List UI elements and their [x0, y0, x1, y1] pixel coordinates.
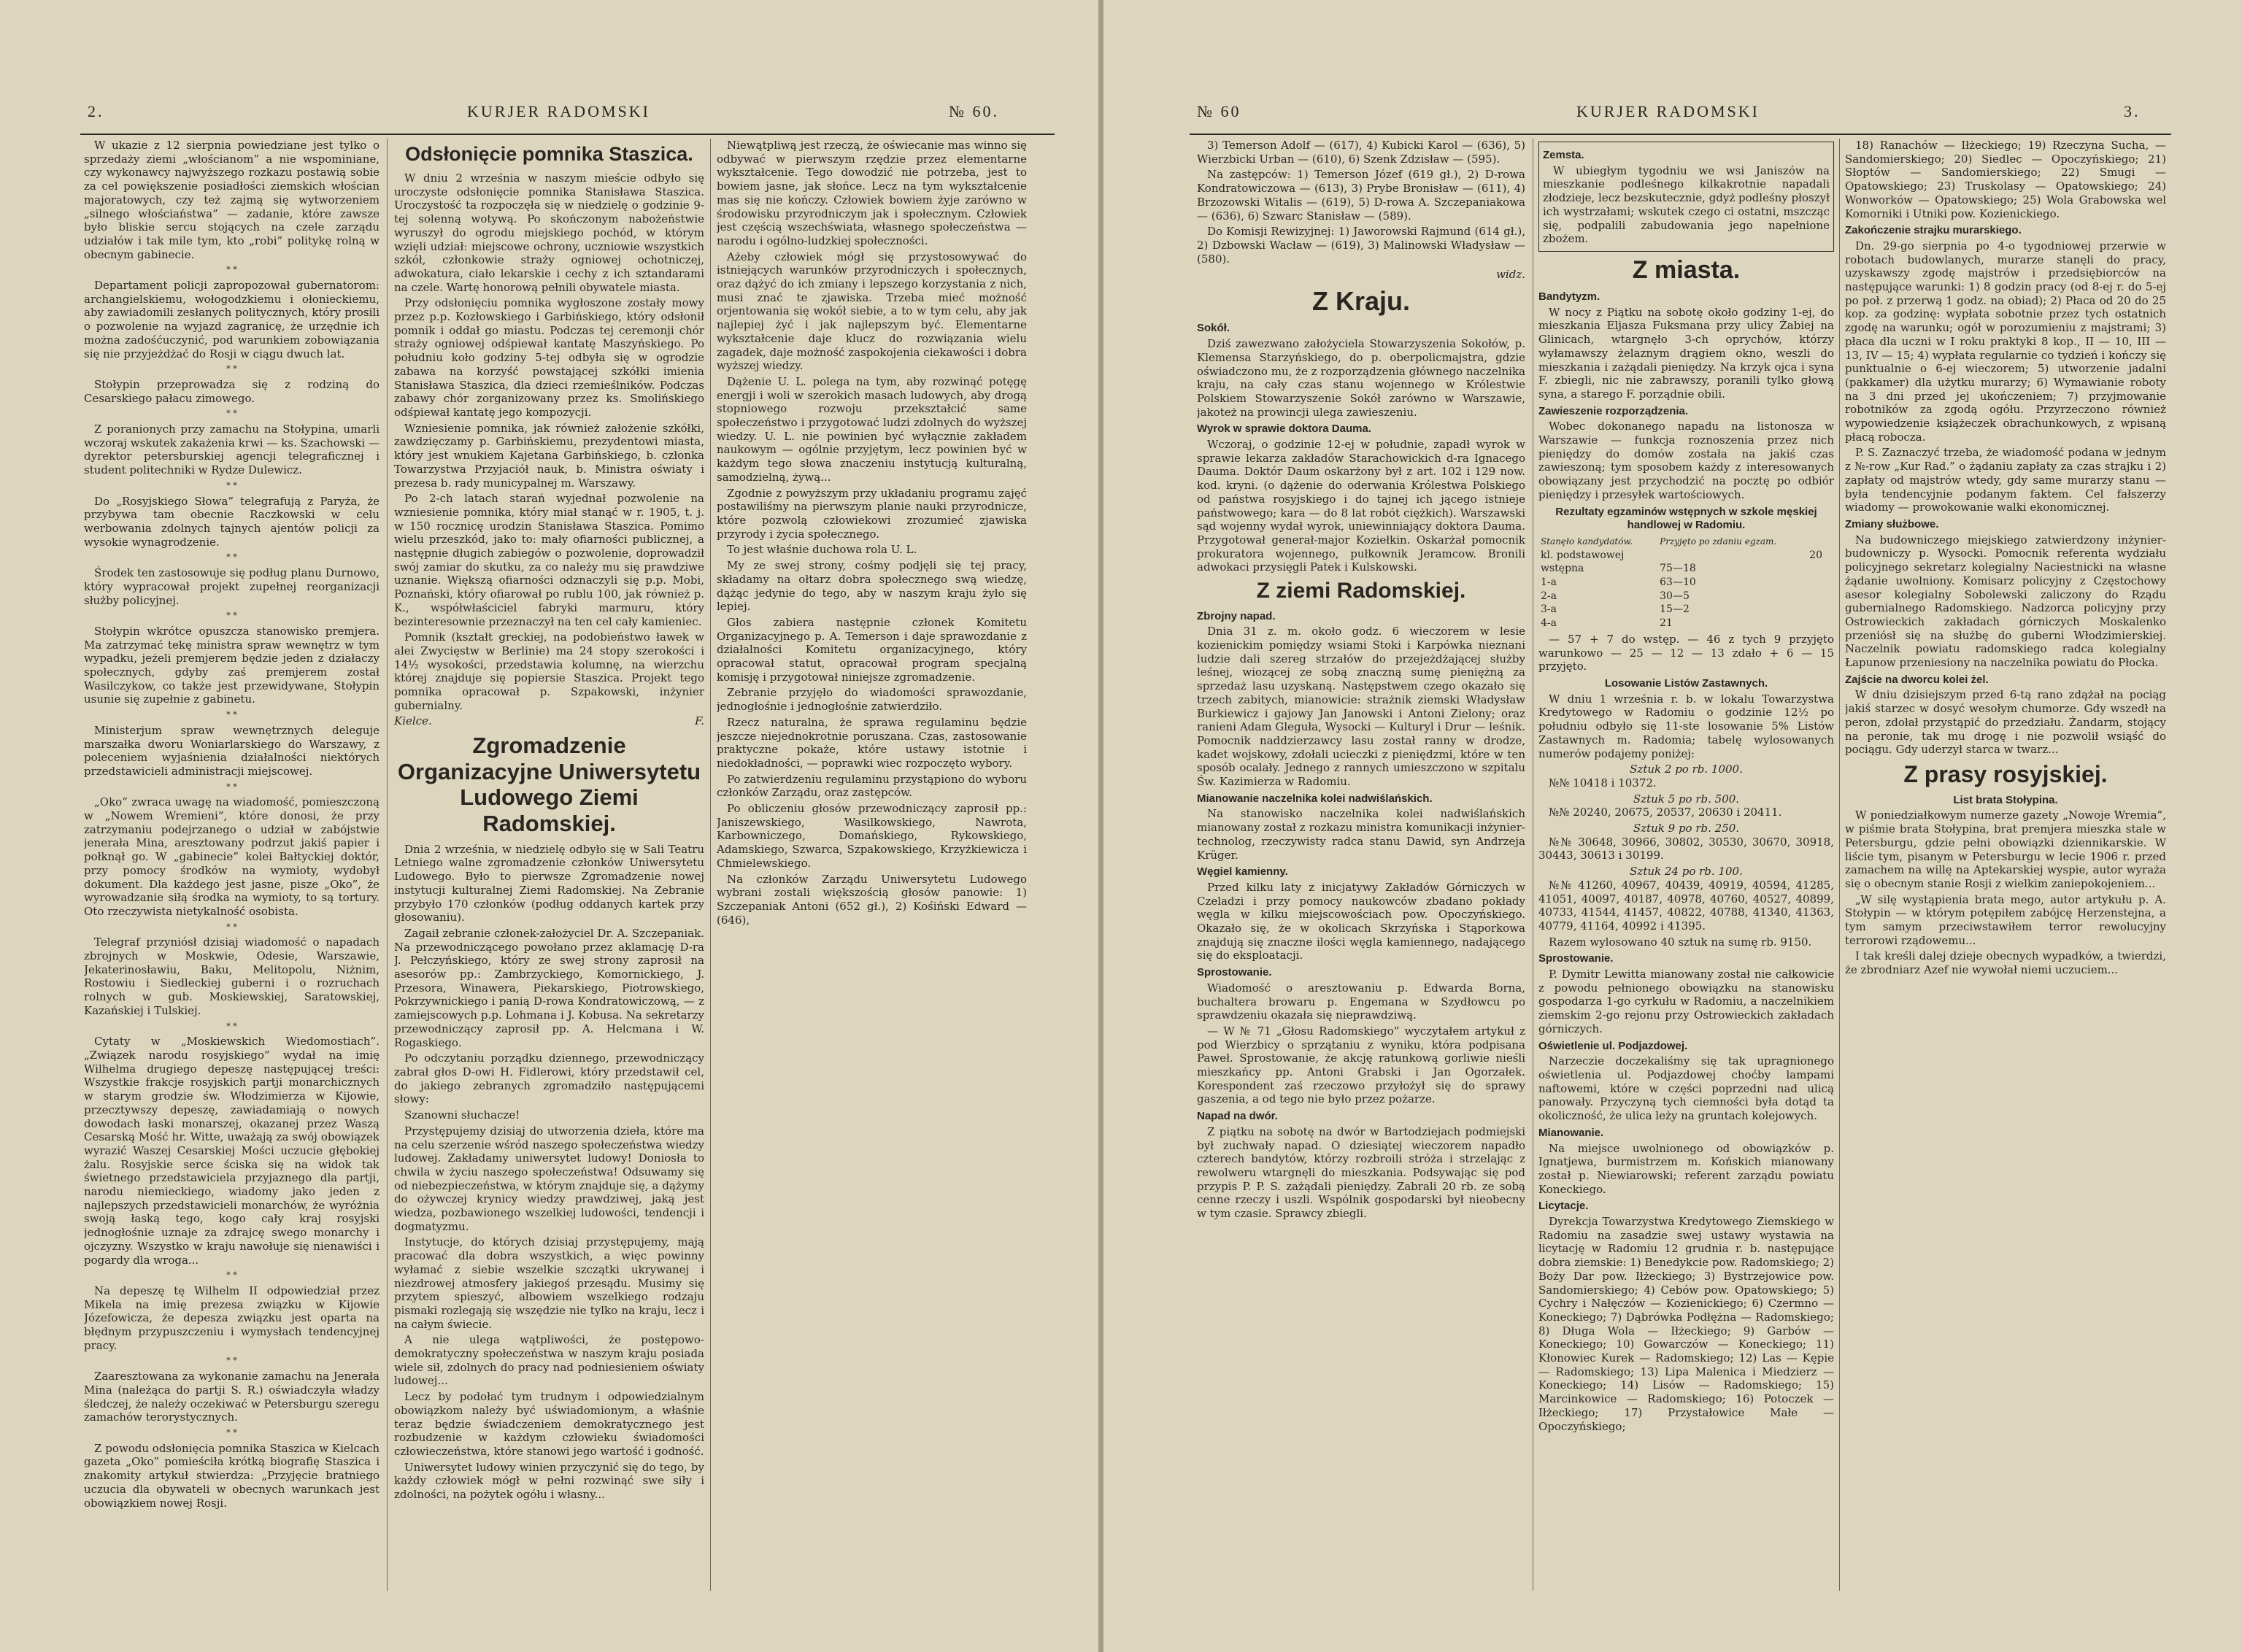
glos-radomskiego-note: — W № 71 „Głosu Radomskiego” wyczytałem artykuł z pod Wierzbicy o sprzątaniu z wyniku, która podpisana Paweł. Sprostowanie, że akcję ratunkową gorliwie nieśli mieszkańcy pp. Antoni Grabski i Jan Ogorzałek. Korespondent zaś rzeczowo przyłożył się do sprawy gaszenia, a od tego nie było przez pożarze.	[1197, 1024, 1525, 1106]
separator-asterisks: * *	[226, 364, 237, 374]
ziemi-item-subhead: Mianowanie naczelnika kolei nadwiślańskich.	[1197, 792, 1433, 805]
left-issue-number: № 60.	[949, 102, 999, 120]
kraj-item-subhead: Sokół.	[1197, 322, 1230, 335]
exam-cell: wstępna	[1541, 563, 1584, 575]
uniwersytet-paragraph: Zagaił zebranie członek-założyciel Dr. A. Szczepaniak. Na przewodniczącego powołano przez aklamację D-ra J. Pełczyńskiego, który ze swej strony zaprosił na asesorów pp.: Zambrzyckiego, Komornickiego, J. Przesora, Winawera, Piekarskiego, Piotrowskiego, Pokrzywnickiego i panią D-rowa Kondratowiczową, — z zamiejscowych p.p. Lohmana i J. Kobusa. Na sekretarzy przewodniczący zaprosił pp. A. Helcmana i W. Rogaskiego.	[394, 926, 704, 1049]
losowanie-total: Razem wylosowano 40 sztuk na sumę rb. 9150.	[1549, 935, 1812, 949]
signature-f: F.	[695, 714, 704, 728]
exam-cell: 3-a	[1541, 603, 1557, 616]
staszic-paragraph: Wzniesienie pomnika, jak również założenie szkółki, zawdzięczamy p. Garbińskiemu, prezydentowi miasta, który jest wnukiem Kajetana Garbińskiego, b. członka Towarzystwa Przyjaciół nauk, b. Ministra oświaty i prezesa b. rady municypalnej m. Warszawy.	[394, 421, 704, 490]
left-header-rule	[80, 134, 1055, 135]
kraj-item-text: Dziś zawezwano założyciela Stowarzyszenia Sokołów, p. Klemensa Starzyńskiego, do p. oberpolicmajstra, gdzie oświadczono mu, że z rozporządzenia głównego naczelnika kraju, na cały czas stanu wojennego w Królestwie Polskiem Stowarzyszenie Sokół zarówno w Warszawie, jakoteż na prowincji ulega zawieszeniu.	[1197, 337, 1525, 419]
separator-asterisks: * *	[226, 1356, 237, 1366]
uniwersytet-continued-paragraph: Rzecz naturalna, że sprawa regulaminu będzie jeszcze niejednokrotnie poruszana. Czas, zastosowanie praktyczne pokaże, które ustawy istotnie i niedokładności, — poprawki wiec rozpoczęto wybory.	[717, 715, 1027, 770]
local-news-item-subhead: Oświetlenie ul. Podjazdowej.	[1538, 1039, 1688, 1052]
separator-asterisks: * *	[226, 1427, 237, 1437]
right-issue-number: № 60	[1197, 102, 1241, 120]
news-paragraph: Stołypin przeprowadza się z rodziną do Cesarskiego pałacu zimowego.	[84, 377, 380, 405]
ziemi-item-subhead: Zbrojny napad.	[1197, 609, 1276, 622]
separator-asterisks: * *	[226, 552, 237, 563]
local-news-item-subhead: Sprostowanie.	[1538, 952, 1614, 965]
exam-cell	[1829, 576, 1834, 590]
right-column-1	[1197, 139, 1525, 1591]
exam-cell	[1807, 603, 1828, 617]
news-paragraph: Z poranionych przy zamachu na Stołypina, umarli wczoraj wskutek zakażenia krwi — ks. Szachowski — dyrektor petersburskiej agencji telegraficznej i student politechniki w Rydze Dulewicz.	[84, 422, 380, 477]
uniwersytet-continued-paragraph: Niewątpliwą jest rzeczą, że oświecanie mas winno się odbywać w pierwszym rzędzie przez elementarne wykształcenie. Tego dowodzić nie potrzeba, jest to bowiem jasne, jak słońce. Lecz na tym wykształcenie mas się nie kończy. Człowiek bowiem żyje zarówno w środowisku przyrodniczym jak i społecznym. Człowiek jest częścią wszechświata, własnego społeczeństwa — narodu i ogólno-ludzkiej społeczności.	[717, 139, 1027, 247]
section-title-z-kraju: Z Kraju.	[1311, 286, 1410, 317]
miasta-item-subhead: Zawieszenie rozporządzenia.	[1538, 404, 1689, 417]
uniwersytet-paragraph: Szanowni słuchacze!	[404, 1108, 520, 1122]
lottery-numbers: №№ 10418 i 10372.	[1549, 776, 1657, 790]
zemsta-text: W ubiegłym tygodniu we wsi Janiszów na mieszkanie podleśnego kilkakrotnie napadali złodzieje, lecz bezskutecznie, gdyż podleśny płoszył ich wystrzałami; wskutek czego ci ostatni, mszcząc się, podpalili zabudowania jego napełnione zbożem.	[1543, 163, 1830, 246]
local-news-item-text: Dyrekcja Towarzystwa Kredytowego Ziemskiego w Radomiu na zasadzie swej ustawy wystawia na licytację w Radomiu 12 grudnia r. b. następujące dobra ziemskie: 1) Benedykcie pow. Radomskiego; 2) Boży Dar pow. Iłżeckiego; 3) Bystrzejowice pow. Sandomierskiego; 4) Cebów pow. Opatowskiego; 5) Cychry i Nałęczów — Kozienickiego; 6) Czermno — Koneckiego; 7) Dąbrówka Podłężna — Radomskiego; 8) Długa Wola — Iłżeckiego; 9) Garbów — Koneckiego; 10) Gowarczów — Koneckiego; 11) Kłonowiec Kurek — Radomskiego; 12) Las — Kępie — Radomskiego; 13) Lipa Malenica i Miedzierz — Koneckiego; 14) Lisów — Radomskiego; 15) Marcinkowice — Radomskiego; 16) Potoczek — Iłżeckiego; 17) Przystałowice Małe — Opoczyńskiego;	[1538, 1215, 1834, 1433]
separator-asterisks: * *	[226, 611, 237, 621]
local-news-item-text: Na budowniczego miejskiego zatwierdzony inżynier-budowniczy p. Wysocki. Pomocnik referenta wydziału policyjnego sekretarz kolegialny Naciestnicki na własne żądanie uwolniony. Komisarz policyjny z Częstochowy asesor kolegialny Sobolewski zaliczony do Rządu gubernialnego Radomskiego. Nadzorca policyjny przy Ostrowieckich zakładach górniczych Moskalenko przeniósł się na służbę do guberni Włodzimierskiej. Naczelnik powiatu radomskiego radca kolegialny Łapunow przeniesiony na naczelnika powiatu do Płocka.	[1845, 533, 2166, 670]
staszic-paragraph: Po 2-ch latach starań wyjednał pozwolenie na wzniesienie pomnika, który miał stanąć w r. 1905, t. j. w 150 rocznicę urodzin Stanisława Staszica. Pomimo wielu przeszkód, jako to: mały ofiarności publicznej, a następnie długich zabiegów o pozwolenie, doprowadził swój zamiar do skutku, za co należy mu się prawdziwe uznanie. Większą ofiarności odznaczyli się p.p. Mobi, Poznański, który ofiarował po rublu 100, jak również p. K., współwłaściciel fabryki marmuru, który bezinteresownie przeznaczył na ten cel cały kamieniec.	[394, 492, 704, 628]
left-header	[88, 102, 1036, 131]
ziemi-item-subhead: Sprostowanie.	[1197, 966, 1272, 979]
right-column-3	[1845, 139, 2166, 1591]
exam-row	[1538, 617, 1834, 630]
local-news-item-subhead: Zajście na dworcu kolei żel.	[1845, 673, 1989, 686]
signature-widz: widz.	[1496, 268, 1525, 282]
exam-col-header-2: Przyjęto po zdaniu egzam.	[1660, 536, 1777, 547]
news-paragraph: W ukazie z 12 sierpnia powiedziane jest tylko o sprzedaży ziemi „włościanom” a nie wspominiane, czy wykonawcy najwyższego rozkazu postawią sobie za cel powiększenie posiadłości ziemskich włościan majoratowych, czy też zajmą się wytworzeniem „silnego włościaństwa” — zadanie, które zawsze było bliskie sercu stojących na czele zarządu udziałów i tak mile tym, kto „robi” politykę rolną w obecnym gabinecie.	[84, 139, 380, 261]
exam-cell: 2-a	[1541, 590, 1557, 602]
box-zemsta	[1538, 142, 1834, 252]
uniwersytet-paragraph: Po odczytaniu porządku dziennego, przewodniczący zabrał głos D-owi H. Fidlerowi, który przedstawił cel, do jakiego zebranych zgromadziło następującemi słowy:	[394, 1051, 704, 1106]
separator-asterisks: * *	[226, 1270, 237, 1281]
news-paragraph: Ministerjum spraw wewnętrznych deleguje marszałka dworu Woniarlarskiego do Warszawy, z poleceniem wyjaśnienia działalności niektórych przedstawicieli administracji miejscowej.	[84, 723, 380, 778]
revision-commission: Do Komisji Rewizyjnej: 1) Jaworowski Rajmund (614 gł.), 2) Dzbowski Wacław — (619), 3) Malinowski Władysław — (580).	[1197, 225, 1525, 266]
licytacje-continued: 18) Ranachów — Iłżeckiego; 19) Rzeczyna Sucha, — Sandomierskiego; 20) Siedlec — Opoczyńskiego; 21) Słoptów — Sandomierskiego; 22) Smugi — Opatowskiego; 23) Truskolasy — Opatowskiego; 24) Wonworków — Opatowskiego; 25) Wola Grabowska wel Komorniki i Utniki pow. Kozienickiego.	[1845, 139, 2166, 220]
uniwersytet-paragraph: Uniwersytet ludowy winien przyczynić się do tego, by każdy człowiek mógł w pełni rozwinąć swe siły i zdolności, na pożytek ogółu i własny...	[394, 1460, 704, 1502]
left-column-rule-1	[387, 139, 388, 1591]
separator-asterisks: * *	[226, 710, 237, 720]
left-column-3	[717, 139, 1027, 1591]
subhead-losowanie: Losowanie Listów Zastawnych.	[1604, 677, 1768, 690]
napad-na-dwor-text: Z piątku na sobotę na dwór w Bartodziejach podmiejski był zuchwały napad. O dziesiątej wieczorem napadło czterech bandytów, którzy rozbroili stróża i strzelając z rewolweru wtargnęli do mieszkania. Podsywając się pod przypis P. P. S. zażądali pieniędzy. Zabrali 20 rb. ze sobą cenne rzeczy i uszli. Wspólnik gospodarski był nieobecny w tym czasie. Sprawcy zbiegli.	[1197, 1124, 1525, 1221]
page-gutter	[1098, 0, 1103, 1652]
news-paragraph: „Oko” zwraca uwagę na wiadomość, pomieszczoną w „Nowem Wremieni”, które donosi, że przy zatrzymaniu podejrzanego o udział w zabójstwie jenerała Mina, aresztowany podrzut jakiś papier i połknął go. W „gabinecie” kolei Bałtyckiej doktór, przy pomocy środków na wymioty, wydobył dokument. Dla każdego jest jasne, pisze „Oko”, że wyrowadzanie siłą środka na wymioty, to są tortury. Oto rzeczywista nietykalność osobista.	[84, 795, 380, 918]
staszic-paragraph: Przy odsłonięciu pomnika wygłoszone zostały mowy przez p.p. Kozłowskiego i Garbińskiego, który odsłonił pomnik i oddał go miastu. Podczas tej ceremonji chór straży ogniowej odśpiewał kantatę Maszyńskiego. Po południu koło godziny 5-tej odbyła się w ogrodzie zabawa na korzyść powstającej szkółki imienia Stanisława Staszica, dla dzieci rzemieślników. Podczas zabawy chór zorganizowany przez ks. Smolińskiego odśpiewał kantatę jego kompozycji.	[394, 296, 704, 419]
kraj-item-subhead: Wyrok w sprawie doktora Dauma.	[1197, 422, 1371, 436]
prasy-paragraph: W poniedziałkowym numerze gazety „Nowoje Wremia”, w piśmie brata Stołypina, brat premjera mieszka stale w Petersburgu, gdzie pełni obowiązki dziennikarskie. W liście tym, pisanym w Petersburgu w lecie 1906 r. przed zamachem na willę na Aptekarskiej wyspie, autor wyraża się o obecnym stanie Rosji z wielkim zaniepokojeniem...	[1845, 808, 2166, 890]
exam-cell: kl. podstawowej	[1541, 549, 1625, 561]
ziemi-item-text: Dnia 31 z. m. około godz. 6 wieczorem w lesie kozienickim pomiędzy wsiami Stoki i Karpówka nieznani ludzie dali szereg strzałów do przejeżdżającej służby leśnej, wiozącej ze sobą znaczną sumę pieniężną za sprzedaż lasu uzyskaną. Następstwem czego okazało się trzech zabitych, mianowicie: strażnik ziemski Władysław Burkiewicz i gajowy Jan Janowski i Antoni Zielony; oraz ranieni Adam Gleguła, Wysocki — Kulturyl i Drur — leśnik. Pomocnik naddzierzawcy lasu został ranny w drodze, kadet wojskowy, zdołali ucieczki z pieniędzmi, które w ten sposób ocalały. Jednego z rannych umieszczono w szpitalu Św. Kazimierza w Radomiu.	[1197, 625, 1525, 789]
lottery-numbers: №№ 20240, 20675, 20537, 20630 i 20411.	[1549, 806, 1782, 819]
signature-kielce: Kielce.	[394, 714, 432, 728]
exam-results-table	[1538, 535, 1834, 630]
article-title-staszic: Odsłonięcie pomnika Staszica.	[405, 143, 693, 165]
miasta-item-text: Wobec dokonanego napadu na listonosza w Warszawie — funkcja roznoszenia przez nich pieniędzy do domów została na jakiś czas zawieszoną; tym sposobem każdy z interesowanych obowiązany jest przychodzić na pocztę po odbiór pieniędzy i przesyłek wartościowych.	[1538, 420, 1834, 501]
exam-row	[1538, 590, 1834, 603]
exam-row	[1538, 603, 1834, 617]
exam-row	[1538, 562, 1834, 576]
left-page-number: 2.	[88, 102, 104, 120]
uniwersytet-continued-paragraph: Głos zabiera następnie członek Komitetu Organizacyjnego p. A. Temerson i daje sprawozdanie z działalności Komitetu organizacyjnego, który opracował statut, opracował program specjalną komisję i przygotował niniejsze zgromadzenie.	[717, 615, 1027, 684]
staszic-paragraph: W dniu 2 września w naszym mieście odbyło się uroczyste odsłonięcie pomnika Stanisława Staszica. Uroczystość ta rozpoczęła się w niedzielę o godzinie 9-tej solenną wotywą. Po skończonym nabożeństwie wyruszył do ogrodu miejskiego pochód, w którym wzięli udział: miejscowe ochrony, uczniowie wszystkich szkół, członkowie straży ogniowej ochotniczej, adwokatura, ciało lekarskie i cechy z ich sztandarami na czele. Wartę honorową pełnili obywatele miasta.	[394, 171, 704, 294]
local-news-item-text: P. Dymitr Lewitta mianowany został nie całkowicie z powodu pełnionego obowiązku na stanowisku gospodarza 1-go cyrkułu w Radomiu, a naczelnikiem ziemskim 2-go rejonu przy Ostrowieckich zakładach górniczych.	[1538, 968, 1834, 1035]
right-page-number: 3.	[2124, 102, 2141, 120]
uniwersytet-continued-paragraph: Po zatwierdzeniu regulaminu przystąpiono do wyboru członków Zarządu, oraz zastępców.	[717, 772, 1027, 800]
deputies-list: Na zastępców: 1) Temerson Józef (619 gł.), 2) D-rowa Kondratowiczowa — (613), 3) Prybe Bronisław — (611), 4) Brzozowski Witalis — (619), 5) D-rowa A. Szczepaniakowa — (636), 6) Szwarc Stanisław — (589).	[1197, 168, 1525, 223]
subhead-zemsta: Zemsta.	[1543, 149, 1584, 161]
subhead-list-brata: List brata Stołypina.	[1953, 793, 2058, 806]
local-news-item-text: Dn. 29-go sierpnia po 4-o tygodniowej przerwie w robotach budowlanych, murarze stanęli do pracy, uzyskawszy zgodę majstrów i przedsiębiorców na następujące warunki: 1) 8 godzin pracy (od 8-ej r. do 5-ej po poł. z przerwą 1 godz. na obiad); 2) Płaca od 20 do 25 kop. za godzinę: wypłata sobotnie przez tych ostatnich zgodę na warunku; ogół w porozumieniu z majstrami; 3) płaca dla uczni w I roku praktyki 8 kop., II — 10, III — 13, IV — 15; 4) wypłata regularnie co tydzień i kończy się punktualnie o 6-ej wieczorem; 5) utworzenie jadalni (pakkamer) dla użytku murarzy; 6) Wymawianie roboty na 3 dni przed jej ukończeniem; 7) przyjmowanie robotników za zgodą ogółu. Przyrzeczono również wypowiedzenie książeczek obrachunkowych, z wpisaną płacą robocza.	[1845, 239, 2166, 444]
left-column-1	[84, 139, 380, 1591]
lottery-denomination: Sztuk 24 po rb. 100.	[1630, 865, 1743, 879]
exam-cell: 63—10	[1660, 576, 1696, 589]
ziemi-item-text: Przed kilku laty z inicjatywy Zakładów Górniczych w Czeladzi i przy pomocy naukowców zbadano pokłady węgla w kilku miejscowościach pow. Opoczyńskiego. Okazało się, że w okolicach Skrzyńska i Stąporkowa znajdują się znaczne ilości węgla kamiennego, nadającego się do eksploatacji.	[1197, 880, 1525, 962]
exam-note: — 57 + 7 do wstęp. — 46 z tych 9 przyjęto warunkowo — 25 — 12 — 13 zdało + 6 — 15 przyjęto.	[1538, 632, 1834, 673]
prasy-paragraph: I tak kreśli dalej dzieje obecnych wypadków, a twierdzi, że zbrodniarz Azef nie wywołał niemi uczuciem...	[1845, 949, 2166, 977]
local-news-item-text: Na miejsce uwolnionego od obowiązków p. Ignatjewa, burmistrzem m. Końskich mianowany został p. Niewiarowski; referent zarządu powiatu Koneckiego.	[1538, 1141, 1834, 1196]
exam-cell	[1807, 576, 1828, 590]
results-continued: 3) Temerson Adolf — (617), 4) Kubicki Karol — (636), 5) Wierzbicki Urban — (610), 6) Szenk Zdzisław — (595).	[1197, 139, 1525, 166]
left-masthead: KURJER RADOMSKI	[467, 102, 650, 120]
exam-cell	[1807, 562, 1828, 576]
article-title-uniwersytet: Zgromadzenie Organizacyjne Uniwersytetu Ludowego Ziemi Radomskiej.	[397, 733, 701, 837]
uniwersytet-paragraph: Lecz by podołać tym trudnym i odpowiedzialnym obowiązkom należy być uświadomionym, a właśnie teraz będzie świadczeniem demokratycznego jest rozbudzenie w każdym człowieku świadomości człowieczeństwa, które stanowi jego wartość i godność.	[394, 1390, 704, 1458]
separator-asterisks: * *	[226, 1021, 237, 1031]
local-news-item-subhead: Mianowanie.	[1538, 1126, 1604, 1139]
exam-cell: 75—18	[1660, 563, 1696, 575]
uniwersytet-continued-paragraph: Ażeby człowiek mógł się przystosowywać do istniejących warunków przyrodniczych i społecznych, oraz dążyć do ich zmiany i lepszego korzystania z nich, musi znać te zjawiska. Trzeba mieć możność orjentowania się wokół siebie, a to w tym celu, aby jak najlepiej żyć i jak najlepszym być. Elementarne wykształcenie daje klucz do rozwiązania wielu zagadek, daje możność zaspokojenia ciekawości i dobra wyższej wiedzy.	[717, 250, 1027, 373]
uniwersytet-paragraph: Dnia 2 września, w niedzielę odbyło się w Sali Teatru Letniego walne zgromadzenie członków Uniwersytetu Ludowego. Było to pierwsze Zgromadzenie nowej instytucji kulturalnej Ziemi Radomskiej. Na Zebranie przybyło 170 członków (podług oddanych kartek przy głosowaniu).	[394, 842, 704, 925]
uniwersytet-continued-paragraph: Zgodnie z powyższym przy układaniu programu zajęć postawiliśmy na pierwszym planie nauki przyrodnicze, które pozwolą człowiekowi zrozumieć zjawiska przyrody i życia społecznego.	[717, 486, 1027, 541]
exam-cell: 4-a	[1541, 617, 1557, 630]
losowanie-text: W dniu 1 września r. b. w lokalu Towarzystwa Kredytowego w Radomiu o godzinie 12½ po południu odbyło się 11-ste losowanie 5% Listów Zastawnych m. Radomia; tabelę wylosowanych numerów podajemy poniżej:	[1538, 692, 1834, 760]
exam-cell: 20	[1809, 549, 1822, 561]
right-column-rule-2	[1839, 139, 1840, 1591]
local-news-item-subhead: Licytacje.	[1538, 1200, 1589, 1213]
separator-asterisks: * *	[226, 265, 237, 275]
uniwersytet-continued-paragraph: Po obliczeniu głosów przewodniczący zaprosił pp.: Janiszewskiego, Wasilkowskiego, Nawrota, Karbowniczego, Domańskiego, Rykowskiego, Adamskiego, Szwarca, Szpakowskiego, Krzyżkiewicza i Chmielewskiego.	[717, 802, 1027, 870]
uniwersytet-continued-paragraph: To jest właśnie duchowa rola U. L.	[727, 543, 917, 557]
local-news-item-subhead: Zakończenie strajku murarskiego.	[1845, 224, 2022, 237]
exam-cell	[1829, 562, 1834, 576]
uniwersytet-paragraph: Instytucje, do których dzisiaj przystępujemy, mają pracować dla dobra wszystkich, a więc powinny wyłamać z siebie wszelkie szczątki ukrywanej i niezdrowej atmosfery jakiegoś przesądu. Musimy się przytem spieszyć, albowiem wszelkiego rodzaju pismaki rozlegają się wszędzie nie tylko na kraju, lecz i na całym świecie.	[394, 1235, 704, 1331]
exam-cell: 1-a	[1541, 576, 1557, 589]
ziemi-item-subhead: Węgiel kamienny.	[1197, 865, 1288, 879]
subhead-egzaminy: Rezultaty egzaminów wstępnych w szkole męskiej handlowej w Radomiu.	[1555, 505, 1817, 532]
uniwersytet-continued-paragraph: Na członków Zarządu Uniwersytetu Ludowego wybrani zostali większością głosów panowie: 1) Szczepaniak Antoni (652 gł.), 2) Kośiński Edward — (646),	[717, 872, 1027, 927]
local-news-item-subhead: Zmiany służbowe.	[1845, 517, 1939, 530]
miasta-item-subhead: Bandytyzm.	[1538, 290, 1600, 304]
section-title-z-ziemi: Z ziemi Radomskiej.	[1256, 579, 1466, 603]
exam-row	[1538, 549, 1834, 563]
uniwersytet-paragraph: Przystępujemy dzisiaj do utworzenia dzieła, które ma na celu szerzenie wśród naszego społeczeństwa wiedzy ludowej. Zakładamy uniwersytet ludowy! Doniosła to chwila w życiu naszego społeczeństwa! Odsuwamy się od niebezpieczeństwa, w którym znajduje się, a dążymy do ożywczej krynicy wiedzy prawdziwej, jaką jest wiedza, pozbawionego wszelkiej ludowości, tendencji i dogmatyzmu.	[394, 1124, 704, 1233]
uniwersytet-continued-paragraph: Zebranie przyjęło do wiadomości sprawozdanie, jednogłośnie i jednogłośnie zatwierdziło.	[717, 686, 1027, 714]
kraj-item-text: Wczoraj, o godzinie 12-ej w południe, zapadł wyrok w sprawie lekarza zakładów Starachowickich d-ra Ignacego Dauma. Doktór Daum oskarżony był z art. 102 i 129 now. kod. kryni. (o dążenie do oderwania Królestwa Polskiego od państwa rosyjskiego i do tajnej ich jącego istnieje państwowego; kara — do 8 lat robót ciężkich). Warszawski sąd wojenny wydał wyrok, uniewinniający doktora Dauma. Przygotował generał-major Koziełkin. Oskarżał pomocnik prokuratora wojennego, pułkownik Jeramcow. Bronili adwokaci przysięgli Patek i Kulskowski.	[1197, 438, 1525, 574]
exam-row	[1538, 576, 1834, 590]
separator-asterisks: * *	[226, 781, 237, 792]
uniwersytet-continued-paragraph: Dążenie U. L. polega na tym, aby rozwinąć potęgę energji i woli w szerokich masach ludowych, aby drogą stopniowego rozwoju przekształcić same społeczeństwo i przygotować ludzi zdolnych do wyższej wiedzy. U. L. nie powinien być wyłącznie zakładem naukowym — ogólnie przyjętym, lecz powinien być w każdym tego słowa znaczeniu instytucją kulturalną, samodzielną, żywą...	[717, 374, 1027, 484]
local-news-item-text: P. S. Zaznaczyć trzeba, że wiadomość podana w jednym z №-row „Kur Rad.” o żądaniu zapłaty za czas strajku i 2) zapłaty od majstrów wtedy, gdy same murarzy stanu — była tendencyjnie podanym faktem. Cel fałszerzy wiadomy — prowokowanie walki ekonomicznej.	[1845, 446, 2166, 514]
news-paragraph: Do „Rosyjskiego Słowa” telegrafują z Paryża, że przybywa tam obecnie Raczkowski w celu werbowania zdolnych tajnych ajentów policji za wysokie wynagrodzenie.	[84, 494, 380, 549]
lottery-denomination: Sztuk 2 po rb. 1000.	[1630, 763, 1743, 776]
news-paragraph: Z powodu odsłonięcia pomnika Staszica w Kielcach gazeta „Oko” pomieściła krótką biografię Staszica i znakomity artykuł stwierdza: „Przyjęcie bratniego uczucia dla obywateli w obecnych warunkach jest obowiązkiem nowej Rosji.	[84, 1441, 380, 1510]
lottery-numbers: №№ 30648, 30966, 30802, 30530, 30670, 30918, 30443, 30613 i 30199.	[1538, 835, 1834, 862]
exam-cell	[1807, 590, 1828, 603]
exam-cell	[1829, 590, 1834, 603]
news-paragraph: Na depeszę tę Wilhelm II odpowiedział przez Mikela na imię prezesa związku w Kijowie Józefowicza, że depesza związku jest oparta na błędnym przypuszczeniu i wymysłach tendencyjnej pracy.	[84, 1284, 380, 1352]
exam-cell	[1807, 617, 1828, 630]
exam-cell	[1657, 549, 1807, 563]
uniwersytet-continued-paragraph: My ze swej strony, cośmy podjęli się tej pracy, składamy na ołtarz dobra społecznego swą wiedzę, dążąc jedynie do tego, aby w naszym kraju żyło się lepiej.	[717, 559, 1027, 614]
news-paragraph: Cytaty w „Moskiewskich Wiedomostiach”. „Związek narodu rosyjskiego” wydał na imię Wilhelma drugiego depeszę następującej treści: Wszystkie frakcje rosyjskich partji monarchicznych w starym grodzie św. Włodzimierza w Kijowie, przecztywszy depeszę, zawiadamiają o nowych dowodach łaski monarszej, okazanej przez Waszą Cesarską Mość hr. Witte, uważają za swój obowiązek wyrazić Waszej Cesarskiej Mości uczucie głębokiej żalu. Rosyjskie serce ściska się na widok tak świetnego przedstawiciela przyjaznego dla partji, narodu niemieckiego, wiadomy jako jeden z najlepszych przedstawicieli monarchów, że wyróżnia swoją łaską tego, kogo cały kraj rosyjski jednogłośnie uznaje za zdrajcę swego monarchy i ojczyzny. Wszystko w kraju nawołuje się nienawiści i pogardy dla wroga...	[84, 1035, 380, 1267]
exam-col-header-1: Stanęło kandydatów.	[1541, 536, 1633, 547]
lottery-denomination: Sztuk 9 po rb. 250.	[1633, 822, 1740, 835]
right-column-2	[1538, 139, 1834, 1591]
staszic-paragraph: Pomnik (kształt greckiej, na podobieństwo ławek w alei Zwycięstw w Berlinie) ma 24 stopy szerokości i 14½ wysokości, przedstawia kolumnę, na wierzchu której znajduje się popiersie Staszica. Projekt tego pomnika opracował p. Szpakowski, inżynier gubernialny.	[394, 630, 704, 712]
exam-cell	[1829, 603, 1834, 617]
exam-cell	[1829, 617, 1834, 630]
right-header-rule	[1190, 134, 2171, 135]
right-header	[1197, 102, 2160, 131]
separator-asterisks: * *	[226, 409, 237, 419]
news-paragraph: Zaaresztowana za wykonanie zamachu na Jenerała Mina (należąca do partji S. R.) oświadczyła władzy śledczej, że należy oczekiwać w Petersburgu szeregu zamachów terorystycznych.	[84, 1370, 380, 1424]
uniwersytet-paragraph: A nie ulega wątpliwości, że postępowo-demokratyczny społeczeństwa w naszym kraju posiada wiele sił, zdolnych do pracy nad podniesieniem oświaty ludowej...	[394, 1333, 704, 1388]
subhead-napad-na-dwor: Napad na dwór.	[1197, 1110, 1278, 1123]
news-paragraph: Telegraf przyniósł dzisiaj wiadomość o napadach zbrojnych w Moskwie, Odesie, Warszawie, Jekaterinosławiu, Baku, Melitopolu, Niżnim, Rostowiu i Siedleckiej guberni i o rozruchach rolnych w gub. Moskiewskiej, Saratowskiej, Kazańskiej i Tulskiej.	[84, 935, 380, 1017]
separator-asterisks: * *	[226, 480, 237, 490]
exam-cell: 30—5	[1660, 590, 1690, 602]
news-paragraph: Departament policji zapropozował gubernatorom: archangielskiemu, wołogodzkiemu i ołonieckiemu, aby zawiadomili zesłanych politycznych, który prosili o pozwolenie na wyjazd zagranicę, że urzędnie ich można zadośćuczynić, pod warunkiem zobowiązania się nie przyjeżdżać do Rosji w ciągu dwuch lat.	[84, 279, 380, 360]
prasy-paragraph: „W silę wystąpienia brata mego, autor artykułu p. A. Stołypin — w którym potępiłem zabójcę Herzenstejna, a tym samym przeciwstawiłem terror rewolucyjny terrorowi rządowemu...	[1845, 892, 2166, 947]
lottery-numbers: №№ 41260, 40967, 40439, 40919, 40594, 41285, 41051, 40097, 40187, 40978, 40760, 40527, 40899, 40733, 41544, 41457, 40822, 40788, 41340, 41363, 40779, 41164, 40992 i 41395.	[1538, 878, 1834, 933]
exam-cell: 15—2	[1660, 603, 1690, 616]
exam-cell: 21	[1660, 617, 1673, 630]
ziemi-item-text: Wiadomość o aresztowaniu p. Edwarda Borna, buchaltera browaru p. Engemana w Szydłowcu po sprawdzeniu okazała się nieprawdziwą.	[1197, 981, 1525, 1022]
news-paragraph: Stołypin wkrótce opuszcza stanowisko premjera. Ma zatrzymać tekę ministra spraw wewnętrz w tym wypadku, jeżeli premjerem będzie jeden z działaczy społecznych, gdyby zaś premjerem został Wasilczykow, co także jest przewidywane, Stołypin usunie się zupełnie z gabinetu.	[84, 624, 380, 706]
news-paragraph: Środek ten zastosowuje się podług planu Durnowo, który wypracował projekt zupełnej reorganizacji służby policyjnej.	[84, 566, 380, 607]
exam-cell	[1829, 549, 1834, 563]
separator-asterisks: * *	[226, 922, 237, 932]
right-masthead: KURJER RADOMSKI	[1576, 102, 1760, 120]
left-column-2	[394, 139, 704, 1591]
section-title-z-prasy: Z prasy rosyjskiej.	[1903, 760, 2108, 787]
ziemi-item-text: Na stanowisko naczelnika kolei nadwiślańskich mianowany został z rozkazu ministra komunikacji inżynier-technolog, rzeczywisty radca stanu Dawid, syn Andrzeja Krüger.	[1197, 807, 1525, 862]
left-column-rule-2	[710, 139, 711, 1591]
section-title-z-miasta: Z miasta.	[1632, 255, 1741, 284]
local-news-item-text: W dniu dzisiejszym przed 6-tą rano zdążał na pociąg jakiś starzec w dosyć wesołym chumorze. Gdy wszedł na peron, zdołał przystąpić do przedziału. Żandarm, stojący na peronie, tak mu drogę i nie pozwolił wsiąść do pociągu. Gdy uderzył starca w twarz...	[1845, 688, 2166, 757]
local-news-item-text: Narzeczie doczekaliśmy się tak upragnionego oświetlenia ul. Podjazdowej choćby lampami naftowemi, które w części poprzedni nad ulicą panowały. Przyczyną tych ciemności była dotąd ta okoliczność, że ulica leży na gruntach kolejowych.	[1538, 1054, 1834, 1123]
lottery-denomination: Sztuk 5 po rb. 500.	[1633, 792, 1740, 806]
miasta-item-text: W nocy z Piątku na sobotę około godziny 1-ej, do mieszkania Eljasza Fuksmana przy ulicy Żabiej na Glinicach, wtargnęło 3-ch oprychów, którzy wyłamawszy żelaznym drągiem okno, weszli do mieszkania i zażądali pieniędzy. Na krzyk ojca i syna F. zbiegli, nic nie zabrawszy, poranili tylko głową syna, a starego F. porządnie obili.	[1538, 305, 1834, 401]
